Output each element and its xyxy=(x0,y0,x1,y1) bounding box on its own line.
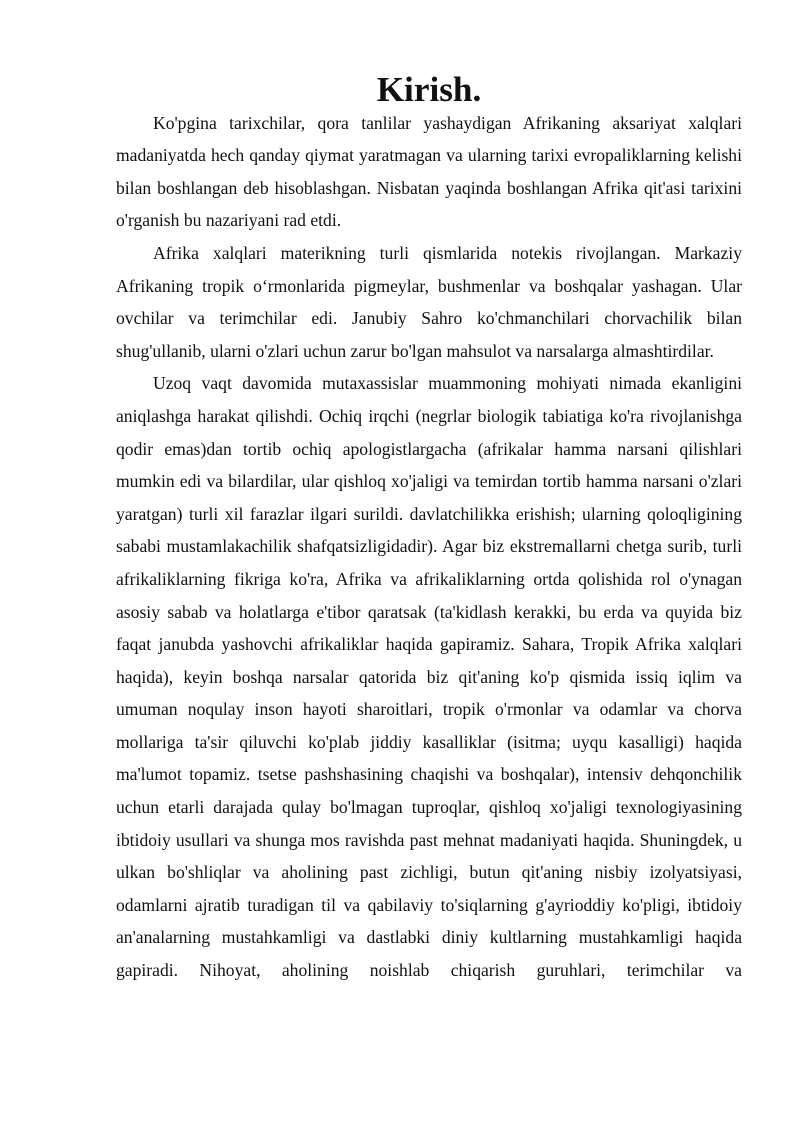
paragraph-2: Afrika xalqlari materikning turli qismlarida notekis rivojlangan. Markaziy Afrikaning tropik o‘rmonlarida pigmeylar, bushmenlar va boshqalar yashagan. Ular ovchilar va terimchilar edi. Janubiy Sahro ko'chmanchilari chorvachilik bilan shug'ullanib, ularni o'zlari uchun zarur bo'lgan mahsulot va narsalarga almashtirdilar. xyxy=(116,242,742,361)
document-body xyxy=(116,70,742,987)
paragraph-1: Ko'pgina tarixchilar, qora tanlilar yashaydigan Afrikaning aksariyat xalqlari madaniyatda hech qanday qiymat yaratmagan va ularning tarixi evropaliklarning kelishi bilan boshlangan deb hisoblashgan. Nisbatan yaqinda boshlangan Afrika qit'asi tarixini o'rganish bu nazariyani rad etdi. xyxy=(116,112,742,231)
paragraph-3: Uzoq vaqt davomida mutaxassislar muammoning mohiyati nimada ekanligini aniqlashga harakat qilishdi. Ochiq irqchi (negrlar biologik tabiatiga ko'ra rivojlanishga qodir emas)dan tortib ochiq apologistlargacha (afrikalar hamma narsani qilishlari mumkin edi va bilardilar, ular qishloq xo'jaligi va temirdan tortib hamma narsani o'zlari yaratgan) turli xil farazlar ilgari surildi. davlatchilikka erishish; ularning qoloqligining sababi mustamlakachilik shafqatsizligidadir). Agar biz ekstremallarni chetga surib, turli afrikaliklarning fikriga ko'ra, Afrika va afrikaliklarning ortda qolishida rol o'ynagan asosiy sabab va holatlarga e'tibor qaratsak (ta'kidlash kerakki, bu erda va quyida biz faqat janubda yashovchi afrikaliklar haqida gapiramiz. Sahara, Tropik Afrika xalqlari haqida), keyin boshqa narsalar qatorida biz qit'aning ko'p qismida issiq iqlim va umuman noqulay inson hayoti sharoitlari, tropik o'rmonlar va odamlar va chorva mollariga ta'sir qiluvchi ko'plab jiddiy kasalliklar (isitma; uyqu kasalligi) haqida ma'lumot topamiz. tsetse pashshasining chaqishi va boshqalar), intensiv dehqonchilik uchun etarli darajada qulay bo'lmagan tuproqlar, qishloq xo'jaligi texnologiyasining ibtidoiy usullari va shunga mos ravishda past mehnat madaniyati haqida. Shuningdek, u ulkan bo'shliqlar va aholining past zichligi, butun qit'aning nisbiy izolyatsiyasi, odamlarni ajratib turadigan til va qabilaviy to'siqlarning g'ayrioddiy ko'pligi, ibtidoiy an'analarning mustahkamligi va dastlabki diniy kultlarning mustahkamligi haqida gapiradi. Nihoyat, aholining noishlab chiqarish guruhlari, terimchilar va xyxy=(116,373,742,981)
document-title: Kirish. xyxy=(376,70,482,109)
